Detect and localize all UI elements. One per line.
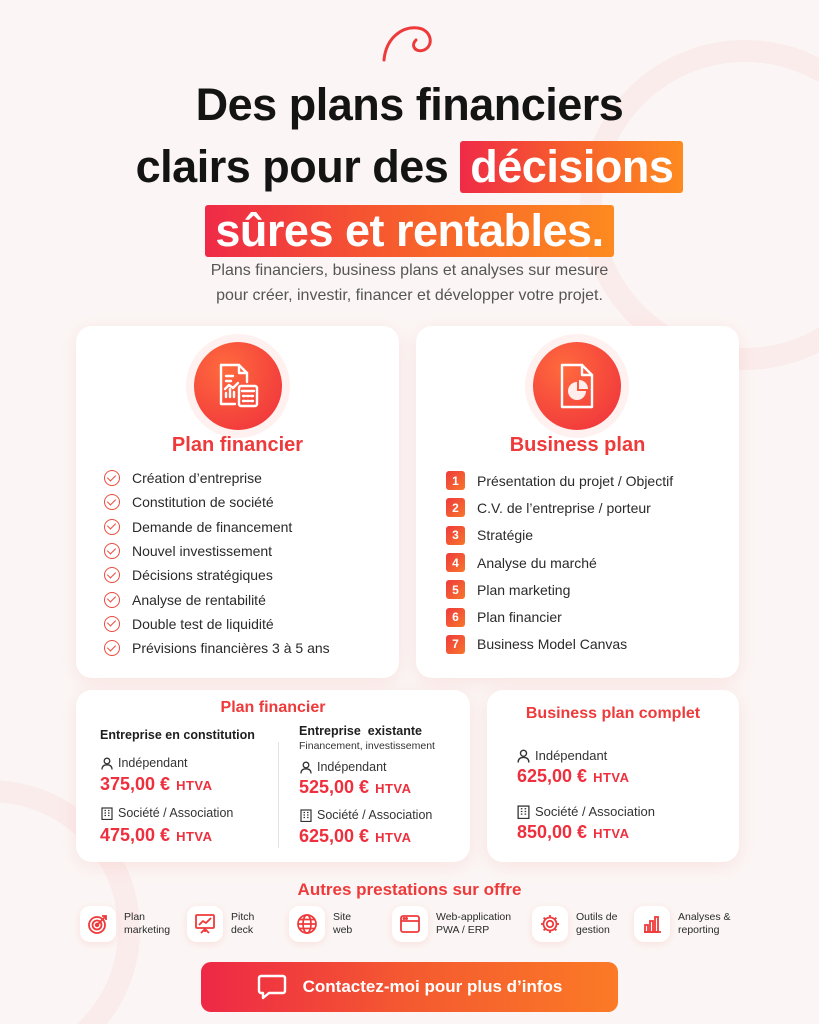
service-site-web (289, 906, 352, 942)
service-label: Pitch deck (231, 911, 255, 936)
service-label: Site web (333, 911, 353, 936)
price-value: 375,00 € HTVA (100, 774, 213, 794)
list-item (446, 494, 673, 521)
service-label: Web-application PWA / ERP (436, 911, 512, 936)
check-circle-icon (104, 494, 120, 510)
column-subheading: Financement, investissement (299, 740, 435, 752)
swirl-logo-icon (380, 20, 440, 64)
list-item (446, 603, 673, 630)
step-number-badge: 6 (446, 608, 465, 627)
column-heading: Entreprise existante (299, 724, 422, 738)
check-circle-icon (104, 567, 120, 583)
list-item (104, 539, 330, 563)
tier-independant: Indépendant (517, 748, 607, 763)
headline-highlight: sûres et rentables. (205, 205, 613, 257)
list-item (104, 587, 330, 611)
price-value: 525,00 € HTVA (299, 777, 412, 797)
list-item-label: Présentation du projet / Objectif (477, 472, 674, 489)
column-heading: Entreprise en constitution (100, 728, 255, 742)
subtitle-line-2: pour créer, investir, financer et développer votre projet. (216, 287, 603, 304)
pricing-title: Business plan complet (525, 705, 701, 722)
tier-independant: Indépendant (101, 756, 188, 770)
browser-window-icon (392, 906, 428, 942)
list-item-label: Nouvel investissement (132, 543, 273, 560)
list-item (104, 515, 330, 539)
list-item (446, 549, 673, 576)
price-value: 625,00 € HTVA (299, 826, 412, 846)
service-pitch-deck (187, 906, 254, 942)
globe-icon (289, 906, 325, 942)
business-plan-card (416, 326, 739, 678)
step-number-badge: 3 (446, 526, 465, 545)
list-item-label: Stratégie (477, 527, 534, 544)
document-pie-chart-icon (533, 342, 621, 430)
check-circle-icon (104, 640, 120, 656)
card-title: Business plan (509, 434, 646, 456)
plan-financier-list (104, 466, 330, 660)
business-plan-list (446, 467, 673, 658)
plan-financier-card (76, 326, 399, 678)
card-title: Plan financier (171, 434, 304, 456)
list-item (104, 490, 330, 514)
person-icon (101, 757, 113, 770)
financial-document-calculator-icon (194, 342, 282, 430)
headline-highlight: décisions (460, 141, 683, 193)
service-label: Analyses & reporting (678, 911, 731, 936)
target-icon (80, 906, 116, 942)
service-analyses-reporting (634, 906, 731, 942)
list-item-label: Demande de financement (132, 518, 293, 535)
check-circle-icon (104, 543, 120, 559)
list-item-label: Décisions stratégiques (132, 567, 273, 584)
price-value: 625,00 € HTVA (517, 766, 630, 786)
list-item (446, 522, 673, 549)
tier-independant: Indépendant (300, 760, 387, 774)
presentation-chart-icon (187, 906, 223, 942)
service-plan-marketing (80, 906, 170, 942)
list-item-label: Double test de liquidité (132, 615, 274, 632)
check-circle-icon (104, 592, 120, 608)
headline-line-2 (0, 138, 819, 196)
hero-subtitle (0, 258, 819, 308)
list-item (104, 466, 330, 490)
list-item-label: Prévisions financières 3 à 5 ans (132, 640, 330, 657)
check-circle-icon (104, 470, 120, 486)
person-icon (517, 749, 530, 763)
bar-chart-icon (634, 906, 670, 942)
price-value: 475,00 € HTVA (100, 825, 213, 845)
check-circle-icon (104, 519, 120, 535)
list-item (104, 612, 330, 636)
service-label: Plan marketing (124, 911, 171, 936)
service-outils-gestion (532, 906, 617, 942)
headline-line-1: Des plans financiers (195, 79, 624, 130)
building-icon (101, 807, 113, 820)
list-item-label: Création d’entreprise (132, 470, 262, 487)
hero-headline (0, 76, 819, 260)
contact-button-label: Contactez-moi pour plus d’infos (302, 977, 563, 996)
other-services-title: Autres prestations sur offre (297, 880, 522, 899)
list-item-label: Business Model Canvas (477, 636, 628, 653)
list-item-label: Analyse de rentabilité (132, 591, 266, 608)
building-icon (517, 805, 530, 819)
check-circle-icon (104, 616, 120, 632)
price-value: 850,00 € HTVA (517, 822, 630, 842)
building-icon (300, 809, 312, 822)
step-number-badge: 2 (446, 498, 465, 517)
contact-button[interactable] (201, 962, 618, 1012)
pricing-title: Plan financier (220, 699, 326, 716)
headline-plain-text: clairs pour des (135, 141, 449, 192)
list-item-label: Plan financier (477, 609, 562, 626)
service-label: Outils de gestion (576, 911, 618, 936)
column-divider (278, 742, 279, 848)
gear-icon (532, 906, 568, 942)
list-item-label: Analyse du marché (477, 554, 597, 571)
list-item (446, 467, 673, 494)
list-item-label: Constitution de société (132, 494, 274, 511)
list-item-label: C.V. de l’entreprise / porteur (477, 499, 651, 516)
step-number-badge: 4 (446, 553, 465, 572)
tier-societe: Société / Association (300, 808, 432, 822)
list-item-label: Plan marketing (477, 581, 571, 598)
tier-societe: Société / Association (517, 804, 655, 819)
service-web-application (392, 906, 511, 942)
chat-bubble-icon (257, 973, 287, 1001)
step-number-badge: 5 (446, 580, 465, 599)
list-item (446, 576, 673, 603)
person-icon (300, 761, 312, 774)
headline-line-3 (0, 202, 819, 260)
tier-societe: Société / Association (101, 806, 233, 820)
list-item (104, 563, 330, 587)
list-item (446, 631, 673, 658)
list-item (104, 636, 330, 660)
step-number-badge: 1 (446, 471, 465, 490)
subtitle-line-1: Plans financiers, business plans et analyses sur mesure (210, 262, 609, 279)
step-number-badge: 7 (446, 635, 465, 654)
